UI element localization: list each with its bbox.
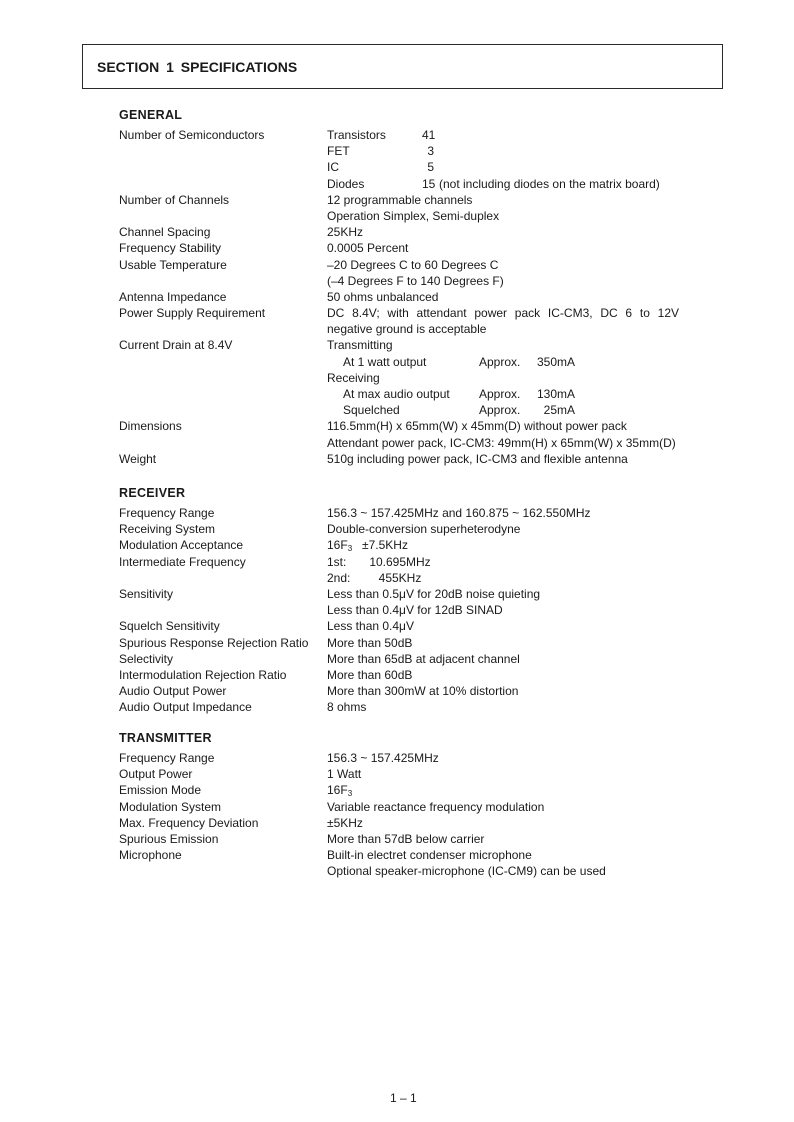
drain-value: 130mA bbox=[536, 387, 575, 402]
spec-label: Antenna Impedance bbox=[119, 289, 227, 304]
spec-emission-mode bbox=[119, 782, 719, 798]
spec-label: Modulation System bbox=[119, 799, 222, 814]
semiconductor-name: Diodes bbox=[327, 176, 365, 191]
drain-condition: Squelched bbox=[343, 403, 400, 418]
spec-frequency-stability bbox=[119, 240, 719, 256]
drain-row bbox=[327, 402, 719, 418]
semiconductor-name: IC bbox=[327, 160, 339, 175]
spec-value: 510g including power pack, IC-CM3 and flexible antenna bbox=[327, 451, 628, 466]
if-stage: 1st: bbox=[327, 554, 347, 569]
spec-values bbox=[327, 257, 719, 289]
if-row bbox=[327, 554, 719, 570]
spec-value: Less than 0.4μV bbox=[327, 619, 414, 634]
spec-label: Squelch Sensitivity bbox=[119, 619, 220, 634]
spec-label: Number of Semiconductors bbox=[119, 128, 265, 142]
spec-label: Audio Output Power bbox=[119, 684, 227, 699]
spec-label: Max. Frequency Deviation bbox=[119, 815, 259, 830]
spec-intermodulation-rejection bbox=[119, 667, 719, 683]
section-heading: TRANSMITTER bbox=[119, 731, 212, 745]
emission-class-subscript: 3 bbox=[347, 544, 353, 554]
spec-power-supply-requirement bbox=[119, 305, 719, 337]
spec-values bbox=[327, 618, 719, 634]
spec-values bbox=[327, 521, 719, 537]
spec-label: Intermodulation Rejection Ratio bbox=[119, 667, 287, 682]
drain-row bbox=[327, 354, 719, 370]
drain-condition: At 1 watt output bbox=[343, 354, 427, 369]
receiver-section bbox=[119, 485, 719, 716]
section-heading: GENERAL bbox=[119, 108, 183, 122]
spec-values bbox=[327, 127, 719, 192]
spec-value: 8 ohms bbox=[327, 700, 367, 715]
page-number: 1 – 1 bbox=[390, 1091, 417, 1105]
spec-value: Variable reactance frequency modulation bbox=[327, 799, 545, 814]
spec-dimensions bbox=[119, 418, 719, 450]
spec-values bbox=[327, 505, 719, 521]
spec-value: 12 programmable channels bbox=[327, 192, 473, 207]
spec-value: Less than 0.4μV for 12dB SINAD bbox=[327, 603, 503, 618]
spec-label: Number of Channels bbox=[119, 192, 230, 207]
spec-antenna-impedance bbox=[119, 289, 719, 305]
spec-label: Modulation Acceptance bbox=[119, 538, 244, 553]
spec-value: negative ground is acceptable bbox=[327, 322, 487, 337]
spec-values bbox=[327, 305, 719, 337]
drain-value: 350mA bbox=[536, 354, 575, 369]
spec-values bbox=[327, 451, 719, 467]
spec-channel-spacing bbox=[119, 224, 719, 240]
spec-values bbox=[327, 537, 719, 553]
spec-tx-frequency-range bbox=[119, 750, 719, 766]
section-header-box bbox=[82, 44, 723, 89]
spec-spurious-response-rejection bbox=[119, 635, 719, 651]
spec-label: Spurious Emission bbox=[119, 832, 219, 847]
emission-class-prefix: 16F bbox=[327, 783, 348, 798]
spec-number-of-semiconductors bbox=[119, 127, 719, 192]
spec-values bbox=[327, 635, 719, 651]
spec-value: More than 300mW at 10% distortion bbox=[327, 684, 519, 699]
transmitter-section bbox=[119, 730, 719, 880]
spec-label: Usable Temperature bbox=[119, 257, 227, 272]
spec-microphone bbox=[119, 847, 719, 879]
semiconductor-row bbox=[327, 159, 719, 175]
if-row bbox=[327, 570, 719, 586]
spec-value: More than 50dB bbox=[327, 635, 413, 650]
spec-sensitivity bbox=[119, 586, 719, 618]
spec-values bbox=[327, 586, 719, 618]
spec-label: Frequency Range bbox=[119, 506, 215, 520]
spec-value: Optional speaker-microphone (IC-CM9) can be used bbox=[327, 864, 606, 879]
spec-intermediate-frequency bbox=[119, 554, 719, 586]
spec-output-power bbox=[119, 766, 719, 782]
spec-modulation-acceptance bbox=[119, 537, 719, 553]
spec-value: DC 8.4V; with attendant power pack IC-CM3, DC 6 to 12V bbox=[327, 306, 679, 321]
spec-values bbox=[327, 192, 719, 224]
spec-value: ±5KHz bbox=[327, 815, 363, 830]
spec-rx-frequency-range bbox=[119, 505, 719, 521]
spec-values bbox=[327, 554, 719, 586]
spec-label: Dimensions bbox=[119, 419, 182, 434]
drain-approx: Approx. bbox=[479, 354, 521, 369]
spec-current-drain bbox=[119, 337, 719, 418]
spec-label: Output Power bbox=[119, 767, 193, 782]
spec-weight bbox=[119, 451, 719, 467]
drain-mode: Transmitting bbox=[327, 338, 393, 353]
spec-label: Intermediate Frequency bbox=[119, 554, 246, 569]
spec-label: Microphone bbox=[119, 848, 182, 863]
spec-values bbox=[327, 667, 719, 683]
spec-label: Audio Output Impedance bbox=[119, 700, 252, 715]
spec-values bbox=[327, 337, 719, 418]
semiconductor-row bbox=[327, 127, 719, 143]
spec-spurious-emission bbox=[119, 831, 719, 847]
spec-values bbox=[327, 651, 719, 667]
spec-value: Built-in electret condenser microphone bbox=[327, 848, 532, 863]
spec-value: (–4 Degrees F to 140 Degrees F) bbox=[327, 273, 504, 288]
spec-max-frequency-deviation bbox=[119, 815, 719, 831]
spec-squelch-sensitivity bbox=[119, 618, 719, 634]
spec-label: Power Supply Requirement bbox=[119, 306, 266, 321]
semiconductor-count: 15 bbox=[422, 176, 436, 191]
spec-values bbox=[327, 831, 719, 847]
drain-approx: Approx. bbox=[479, 403, 521, 418]
page-title: SECTION 1 SPECIFICATIONS bbox=[97, 59, 298, 75]
drain-value: 25mA bbox=[543, 403, 575, 418]
spec-label: Current Drain at 8.4V bbox=[119, 338, 233, 353]
spec-value: 0.0005 Percent bbox=[327, 241, 409, 256]
semiconductor-row bbox=[327, 143, 719, 159]
deviation-value: ±7.5KHz bbox=[362, 538, 408, 553]
emission-class-prefix: 16F bbox=[327, 538, 348, 553]
spec-values bbox=[327, 699, 719, 715]
drain-row bbox=[327, 386, 719, 402]
spec-values bbox=[327, 683, 719, 699]
spec-label: Spurious Response Rejection Ratio bbox=[119, 635, 309, 650]
spec-label: Weight bbox=[119, 451, 157, 466]
section-heading: RECEIVER bbox=[119, 486, 186, 500]
spec-value: 25KHz bbox=[327, 225, 364, 240]
spec-number-of-channels bbox=[119, 192, 719, 224]
spec-audio-output-power bbox=[119, 683, 719, 699]
if-value: 10.695MHz bbox=[369, 554, 431, 569]
general-section bbox=[119, 107, 719, 467]
spec-values bbox=[327, 766, 719, 782]
spec-value: 1 Watt bbox=[327, 767, 362, 782]
spec-values bbox=[327, 240, 719, 256]
semiconductor-count: 5 bbox=[427, 160, 434, 175]
spec-value: 50 ohms unbalanced bbox=[327, 289, 439, 304]
spec-modulation-system bbox=[119, 799, 719, 815]
semiconductor-count: 41 bbox=[422, 128, 436, 142]
spec-values bbox=[327, 799, 719, 815]
spec-value: Less than 0.5μV for 20dB noise quieting bbox=[327, 586, 541, 601]
semiconductor-name: Transistors bbox=[327, 128, 386, 142]
semiconductor-row bbox=[327, 176, 719, 192]
spec-value: 156.3 ~ 157.425MHz and 160.875 ~ 162.550MHz bbox=[327, 506, 591, 520]
spec-value: 156.3 ~ 157.425MHz bbox=[327, 751, 439, 765]
spec-value: Double-conversion superheterodyne bbox=[327, 522, 521, 537]
spec-value: –20 Degrees C to 60 Degrees C bbox=[327, 257, 499, 272]
spec-value: More than 60dB bbox=[327, 667, 413, 682]
if-value: 455KHz bbox=[378, 570, 422, 585]
spec-values bbox=[327, 418, 719, 450]
semiconductor-note: (not including diodes on the matrix board) bbox=[439, 176, 660, 191]
spec-label: Receiving System bbox=[119, 522, 216, 537]
spec-values bbox=[327, 224, 719, 240]
spec-receiving-system bbox=[119, 521, 719, 537]
spec-values bbox=[327, 782, 719, 798]
spec-label: Frequency Stability bbox=[119, 241, 222, 256]
drain-condition: At max audio output bbox=[343, 387, 450, 402]
if-stage: 2nd: bbox=[327, 570, 351, 585]
spec-value: Operation Simplex, Semi-duplex bbox=[327, 208, 500, 223]
spec-selectivity bbox=[119, 651, 719, 667]
emission-class bbox=[327, 537, 362, 553]
spec-value bbox=[327, 537, 719, 553]
spec-values bbox=[327, 289, 719, 305]
spec-value: 116.5mm(H) x 65mm(W) x 45mm(D) without power pack bbox=[327, 419, 627, 434]
spec-label: Sensitivity bbox=[119, 586, 174, 601]
spec-label: Selectivity bbox=[119, 651, 174, 666]
spec-label: Emission Mode bbox=[119, 783, 202, 798]
spec-value bbox=[327, 782, 719, 798]
semiconductor-count: 3 bbox=[427, 144, 434, 159]
spec-audio-output-impedance bbox=[119, 699, 719, 715]
semiconductor-name: FET bbox=[327, 144, 350, 159]
drain-mode: Receiving bbox=[327, 370, 380, 385]
spec-value: More than 57dB below carrier bbox=[327, 832, 485, 847]
drain-approx: Approx. bbox=[479, 387, 521, 402]
spec-label: Channel Spacing bbox=[119, 225, 211, 240]
spec-label: Frequency Range bbox=[119, 751, 215, 765]
spec-values bbox=[327, 750, 719, 766]
spec-values bbox=[327, 815, 719, 831]
spec-values bbox=[327, 847, 719, 879]
spec-value: Attendant power pack, IC-CM3: 49mm(H) x 65mm(W) x 35mm(D) bbox=[327, 435, 676, 450]
spec-value: More than 65dB at adjacent channel bbox=[327, 651, 520, 666]
spec-usable-temperature bbox=[119, 257, 719, 289]
emission-class-subscript: 3 bbox=[347, 789, 353, 799]
